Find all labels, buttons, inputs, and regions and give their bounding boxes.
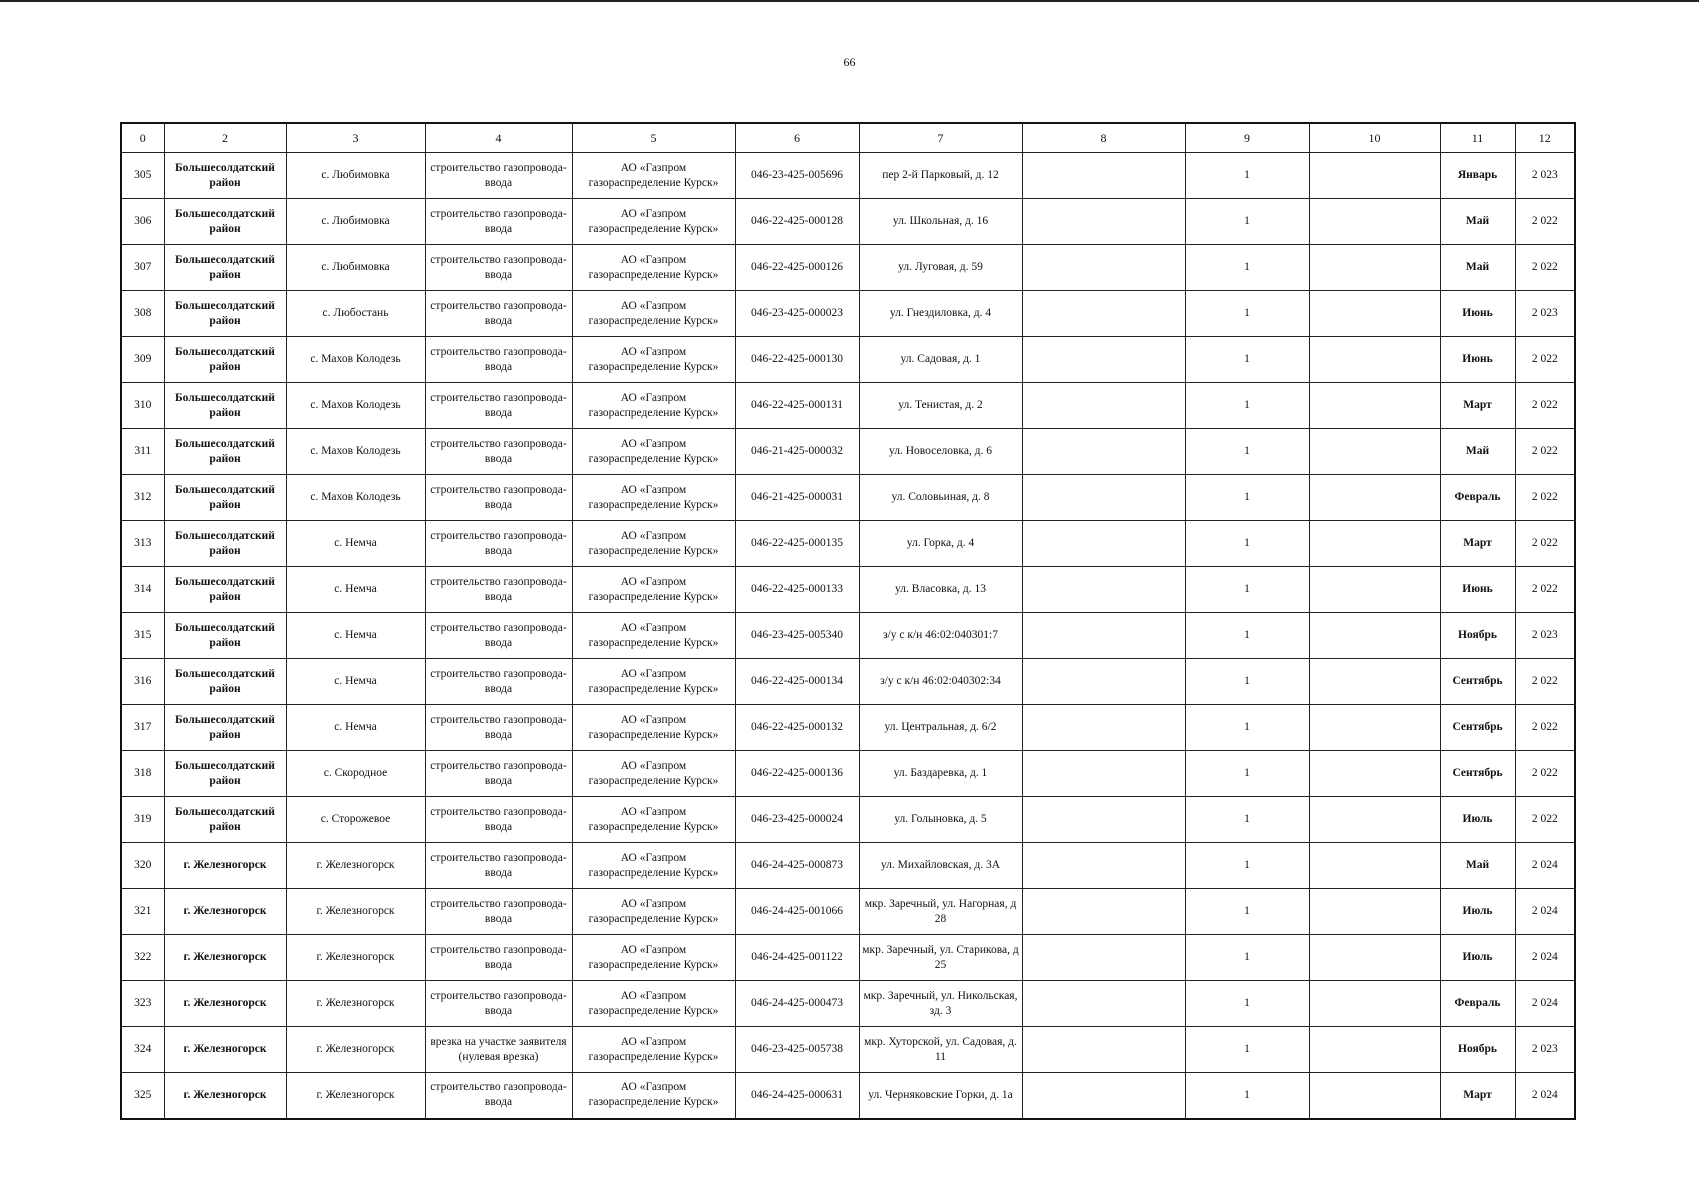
page-top-rule [0, 0, 1699, 2]
locality-cell: г. Железногорск [286, 843, 425, 889]
application-code-cell: 046-23-425-000023 [735, 291, 859, 337]
district-cell: Большесолдатский район [164, 613, 286, 659]
column-10-cell [1309, 337, 1440, 383]
month-cell: Март [1440, 521, 1515, 567]
column-header: 5 [572, 123, 735, 153]
year-cell: 2 022 [1515, 429, 1575, 475]
year-cell: 2 022 [1515, 383, 1575, 429]
organization-cell: АО «Газпром газораспределение Курск» [572, 613, 735, 659]
column-header: 10 [1309, 123, 1440, 153]
count-cell: 1 [1185, 337, 1309, 383]
column-8-cell [1022, 245, 1185, 291]
year-cell: 2 022 [1515, 475, 1575, 521]
locality-cell: с. Махов Колодезь [286, 475, 425, 521]
application-code-cell: 046-24-425-000631 [735, 1073, 859, 1119]
column-10-cell [1309, 475, 1440, 521]
row-number-cell: 312 [121, 475, 164, 521]
locality-cell: г. Железногорск [286, 1073, 425, 1119]
row-number-cell: 310 [121, 383, 164, 429]
locality-cell: г. Железногорск [286, 981, 425, 1027]
count-cell: 1 [1185, 383, 1309, 429]
column-header: 7 [859, 123, 1022, 153]
count-cell: 1 [1185, 751, 1309, 797]
work-type-cell: строительство газопровода-ввода [425, 613, 572, 659]
count-cell: 1 [1185, 567, 1309, 613]
row-number-cell: 321 [121, 889, 164, 935]
address-cell: з/у с к/н 46:02:040301:7 [859, 613, 1022, 659]
year-cell: 2 022 [1515, 199, 1575, 245]
column-8-cell [1022, 751, 1185, 797]
locality-cell: г. Железногорск [286, 1027, 425, 1073]
count-cell: 1 [1185, 981, 1309, 1027]
column-header: 9 [1185, 123, 1309, 153]
column-10-cell [1309, 245, 1440, 291]
table-row [121, 751, 1575, 797]
column-10-cell [1309, 751, 1440, 797]
district-cell: Большесолдатский район [164, 153, 286, 199]
column-10-cell [1309, 291, 1440, 337]
column-8-cell [1022, 797, 1185, 843]
address-cell: ул. Гнездиловка, д. 4 [859, 291, 1022, 337]
table-body [121, 153, 1575, 1119]
column-10-cell [1309, 153, 1440, 199]
organization-cell: АО «Газпром газораспределение Курск» [572, 935, 735, 981]
row-number-cell: 311 [121, 429, 164, 475]
row-number-cell: 305 [121, 153, 164, 199]
column-10-cell [1309, 981, 1440, 1027]
organization-cell: АО «Газпром газораспределение Курск» [572, 429, 735, 475]
locality-cell: с. Немча [286, 613, 425, 659]
address-cell: ул. Луговая, д. 59 [859, 245, 1022, 291]
column-8-cell [1022, 521, 1185, 567]
row-number-cell: 316 [121, 659, 164, 705]
row-number-cell: 317 [121, 705, 164, 751]
address-cell: ул. Школьная, д. 16 [859, 199, 1022, 245]
work-type-cell: строительство газопровода-ввода [425, 291, 572, 337]
year-cell: 2 022 [1515, 567, 1575, 613]
count-cell: 1 [1185, 475, 1309, 521]
column-8-cell [1022, 291, 1185, 337]
organization-cell: АО «Газпром газораспределение Курск» [572, 981, 735, 1027]
application-code-cell: 046-22-425-000135 [735, 521, 859, 567]
organization-cell: АО «Газпром газораспределение Курск» [572, 383, 735, 429]
address-cell: пер 2-й Парковый, д. 12 [859, 153, 1022, 199]
table-row [121, 981, 1575, 1027]
month-cell: Июнь [1440, 291, 1515, 337]
application-code-cell: 046-23-425-000024 [735, 797, 859, 843]
column-10-cell [1309, 935, 1440, 981]
work-type-cell: строительство газопровода-ввода [425, 797, 572, 843]
application-code-cell: 046-22-425-000130 [735, 337, 859, 383]
count-cell: 1 [1185, 935, 1309, 981]
month-cell: Июль [1440, 889, 1515, 935]
application-code-cell: 046-23-425-005738 [735, 1027, 859, 1073]
application-code-cell: 046-22-425-000133 [735, 567, 859, 613]
count-cell: 1 [1185, 429, 1309, 475]
address-cell: ул. Тенистая, д. 2 [859, 383, 1022, 429]
count-cell: 1 [1185, 291, 1309, 337]
locality-cell: с. Махов Колодезь [286, 429, 425, 475]
table-row [121, 383, 1575, 429]
table-row [121, 199, 1575, 245]
table-row [121, 613, 1575, 659]
row-number-cell: 315 [121, 613, 164, 659]
column-8-cell [1022, 705, 1185, 751]
column-10-cell [1309, 567, 1440, 613]
month-cell: Февраль [1440, 475, 1515, 521]
row-number-cell: 320 [121, 843, 164, 889]
application-code-cell: 046-22-425-000126 [735, 245, 859, 291]
column-10-cell [1309, 199, 1440, 245]
column-10-cell [1309, 1073, 1440, 1119]
column-header: 0 [121, 123, 164, 153]
column-header: 3 [286, 123, 425, 153]
row-number-cell: 308 [121, 291, 164, 337]
month-cell: Ноябрь [1440, 613, 1515, 659]
month-cell: Март [1440, 1073, 1515, 1119]
work-type-cell: строительство газопровода-ввода [425, 935, 572, 981]
count-cell: 1 [1185, 1027, 1309, 1073]
column-10-cell [1309, 383, 1440, 429]
work-type-cell: строительство газопровода-ввода [425, 475, 572, 521]
address-cell: мкр. Заречный, ул. Старикова, д 25 [859, 935, 1022, 981]
year-cell: 2 022 [1515, 705, 1575, 751]
table-row [121, 245, 1575, 291]
count-cell: 1 [1185, 521, 1309, 567]
address-cell: ул. Баздаревка, д. 1 [859, 751, 1022, 797]
address-cell: ул. Голыновка, д. 5 [859, 797, 1022, 843]
column-8-cell [1022, 475, 1185, 521]
column-10-cell [1309, 429, 1440, 475]
organization-cell: АО «Газпром газораспределение Курск» [572, 245, 735, 291]
locality-cell: с. Немча [286, 567, 425, 613]
address-cell: мкр. Заречный, ул. Никольская, зд. 3 [859, 981, 1022, 1027]
month-cell: Июнь [1440, 567, 1515, 613]
table-row [121, 475, 1575, 521]
table-row [121, 889, 1575, 935]
month-cell: Ноябрь [1440, 1027, 1515, 1073]
row-number-cell: 313 [121, 521, 164, 567]
column-8-cell [1022, 567, 1185, 613]
column-8-cell [1022, 1073, 1185, 1119]
table-row [121, 521, 1575, 567]
locality-cell: с. Сторожевое [286, 797, 425, 843]
month-cell: Май [1440, 429, 1515, 475]
column-8-cell [1022, 935, 1185, 981]
month-cell: Июль [1440, 935, 1515, 981]
column-10-cell [1309, 889, 1440, 935]
district-cell: Большесолдатский район [164, 659, 286, 705]
column-10-cell [1309, 843, 1440, 889]
work-type-cell: строительство газопровода-ввода [425, 337, 572, 383]
locality-cell: с. Немча [286, 659, 425, 705]
work-type-cell: строительство газопровода-ввода [425, 383, 572, 429]
application-code-cell: 046-24-425-000873 [735, 843, 859, 889]
work-type-cell: строительство газопровода-ввода [425, 751, 572, 797]
district-cell: Большесолдатский район [164, 567, 286, 613]
table-row [121, 935, 1575, 981]
work-type-cell: строительство газопровода-ввода [425, 521, 572, 567]
application-code-cell: 046-22-425-000136 [735, 751, 859, 797]
year-cell: 2 022 [1515, 521, 1575, 567]
year-cell: 2 023 [1515, 613, 1575, 659]
work-type-cell: строительство газопровода-ввода [425, 1073, 572, 1119]
year-cell: 2 024 [1515, 843, 1575, 889]
work-type-cell: строительство газопровода-ввода [425, 843, 572, 889]
organization-cell: АО «Газпром газораспределение Курск» [572, 337, 735, 383]
column-8-cell [1022, 659, 1185, 705]
month-cell: Май [1440, 199, 1515, 245]
work-type-cell: строительство газопровода-ввода [425, 245, 572, 291]
district-cell: г. Железногорск [164, 1073, 286, 1119]
district-cell: г. Железногорск [164, 981, 286, 1027]
column-header: 11 [1440, 123, 1515, 153]
table-row [121, 291, 1575, 337]
district-cell: Большесолдатский район [164, 199, 286, 245]
row-number-cell: 324 [121, 1027, 164, 1073]
row-number-cell: 323 [121, 981, 164, 1027]
work-type-cell: строительство газопровода-ввода [425, 889, 572, 935]
organization-cell: АО «Газпром газораспределение Курск» [572, 475, 735, 521]
month-cell: Сентябрь [1440, 751, 1515, 797]
column-8-cell [1022, 613, 1185, 659]
count-cell: 1 [1185, 843, 1309, 889]
organization-cell: АО «Газпром газораспределение Курск» [572, 797, 735, 843]
locality-cell: с. Махов Колодезь [286, 337, 425, 383]
organization-cell: АО «Газпром газораспределение Курск» [572, 1027, 735, 1073]
district-cell: Большесолдатский район [164, 245, 286, 291]
count-cell: 1 [1185, 797, 1309, 843]
month-cell: Январь [1440, 153, 1515, 199]
count-cell: 1 [1185, 153, 1309, 199]
row-number-cell: 319 [121, 797, 164, 843]
district-cell: Большесолдатский район [164, 705, 286, 751]
month-cell: Март [1440, 383, 1515, 429]
year-cell: 2 024 [1515, 935, 1575, 981]
address-cell: ул. Соловьиная, д. 8 [859, 475, 1022, 521]
application-code-cell: 046-24-425-001122 [735, 935, 859, 981]
locality-cell: с. Любимовка [286, 153, 425, 199]
organization-cell: АО «Газпром газораспределение Курск» [572, 751, 735, 797]
work-type-cell: строительство газопровода-ввода [425, 153, 572, 199]
column-header: 4 [425, 123, 572, 153]
row-number-cell: 306 [121, 199, 164, 245]
district-cell: г. Железногорск [164, 935, 286, 981]
column-8-cell [1022, 1027, 1185, 1073]
table-row [121, 797, 1575, 843]
gas-connection-table [120, 122, 1576, 1120]
column-8-cell [1022, 843, 1185, 889]
column-10-cell [1309, 705, 1440, 751]
year-cell: 2 023 [1515, 1027, 1575, 1073]
row-number-cell: 322 [121, 935, 164, 981]
count-cell: 1 [1185, 199, 1309, 245]
district-cell: Большесолдатский район [164, 383, 286, 429]
column-10-cell [1309, 521, 1440, 567]
district-cell: Большесолдатский район [164, 797, 286, 843]
count-cell: 1 [1185, 659, 1309, 705]
address-cell: ул. Черняковские Горки, д. 1а [859, 1073, 1022, 1119]
column-8-cell [1022, 429, 1185, 475]
table-row [121, 1027, 1575, 1073]
application-code-cell: 046-21-425-000031 [735, 475, 859, 521]
organization-cell: АО «Газпром газораспределение Курск» [572, 1073, 735, 1119]
application-code-cell: 046-22-425-000128 [735, 199, 859, 245]
column-8-cell [1022, 153, 1185, 199]
table-row [121, 659, 1575, 705]
organization-cell: АО «Газпром газораспределение Курск» [572, 889, 735, 935]
count-cell: 1 [1185, 889, 1309, 935]
work-type-cell: строительство газопровода-ввода [425, 199, 572, 245]
address-cell: ул. Михайловская, д. 3А [859, 843, 1022, 889]
year-cell: 2 024 [1515, 981, 1575, 1027]
address-cell: ул. Новоселовка, д. 6 [859, 429, 1022, 475]
organization-cell: АО «Газпром газораспределение Курск» [572, 521, 735, 567]
district-cell: г. Железногорск [164, 843, 286, 889]
district-cell: Большесолдатский район [164, 751, 286, 797]
locality-cell: с. Немча [286, 521, 425, 567]
month-cell: Июнь [1440, 337, 1515, 383]
table-row [121, 429, 1575, 475]
year-cell: 2 022 [1515, 751, 1575, 797]
count-cell: 1 [1185, 1073, 1309, 1119]
district-cell: Большесолдатский район [164, 291, 286, 337]
application-code-cell: 046-23-425-005696 [735, 153, 859, 199]
work-type-cell: строительство газопровода-ввода [425, 659, 572, 705]
month-cell: Май [1440, 843, 1515, 889]
row-number-cell: 309 [121, 337, 164, 383]
application-code-cell: 046-24-425-000473 [735, 981, 859, 1027]
row-number-cell: 318 [121, 751, 164, 797]
year-cell: 2 023 [1515, 153, 1575, 199]
locality-cell: с. Любимовка [286, 199, 425, 245]
column-header: 8 [1022, 123, 1185, 153]
count-cell: 1 [1185, 613, 1309, 659]
month-cell: Май [1440, 245, 1515, 291]
organization-cell: АО «Газпром газораспределение Курск» [572, 843, 735, 889]
column-header: 6 [735, 123, 859, 153]
year-cell: 2 022 [1515, 797, 1575, 843]
column-8-cell [1022, 199, 1185, 245]
district-cell: Большесолдатский район [164, 475, 286, 521]
application-code-cell: 046-22-425-000132 [735, 705, 859, 751]
column-8-cell [1022, 337, 1185, 383]
organization-cell: АО «Газпром газораспределение Курск» [572, 153, 735, 199]
column-10-cell [1309, 1027, 1440, 1073]
row-number-cell: 325 [121, 1073, 164, 1119]
table-row [121, 337, 1575, 383]
year-cell: 2 024 [1515, 1073, 1575, 1119]
column-10-cell [1309, 797, 1440, 843]
year-cell: 2 022 [1515, 245, 1575, 291]
year-cell: 2 024 [1515, 889, 1575, 935]
address-cell: ул. Горка, д. 4 [859, 521, 1022, 567]
locality-cell: с. Немча [286, 705, 425, 751]
organization-cell: АО «Газпром газораспределение Курск» [572, 199, 735, 245]
address-cell: з/у с к/н 46:02:040302:34 [859, 659, 1022, 705]
organization-cell: АО «Газпром газораспределение Курск» [572, 705, 735, 751]
count-cell: 1 [1185, 705, 1309, 751]
row-number-cell: 307 [121, 245, 164, 291]
address-cell: ул. Садовая, д. 1 [859, 337, 1022, 383]
district-cell: г. Железногорск [164, 1027, 286, 1073]
table-row [121, 567, 1575, 613]
locality-cell: с. Любимовка [286, 245, 425, 291]
district-cell: Большесолдатский район [164, 521, 286, 567]
organization-cell: АО «Газпром газораспределение Курск» [572, 659, 735, 705]
month-cell: Сентябрь [1440, 705, 1515, 751]
column-10-cell [1309, 613, 1440, 659]
count-cell: 1 [1185, 245, 1309, 291]
organization-cell: АО «Газпром газораспределение Курск» [572, 291, 735, 337]
year-cell: 2 022 [1515, 659, 1575, 705]
locality-cell: с. Махов Колодезь [286, 383, 425, 429]
application-code-cell: 046-24-425-001066 [735, 889, 859, 935]
column-8-cell [1022, 383, 1185, 429]
month-cell: Февраль [1440, 981, 1515, 1027]
application-code-cell: 046-21-425-000032 [735, 429, 859, 475]
district-cell: Большесолдатский район [164, 429, 286, 475]
year-cell: 2 023 [1515, 291, 1575, 337]
application-code-cell: 046-22-425-000134 [735, 659, 859, 705]
column-8-cell [1022, 981, 1185, 1027]
address-cell: мкр. Заречный, ул. Нагорная, д 28 [859, 889, 1022, 935]
district-cell: Большесолдатский район [164, 337, 286, 383]
column-10-cell [1309, 659, 1440, 705]
month-cell: Сентябрь [1440, 659, 1515, 705]
address-cell: ул. Центральная, д. 6/2 [859, 705, 1022, 751]
address-cell: ул. Власовка, д. 13 [859, 567, 1022, 613]
locality-cell: г. Железногорск [286, 935, 425, 981]
address-cell: мкр. Хуторской, ул. Садовая, д. 11 [859, 1027, 1022, 1073]
table-header-row [121, 123, 1575, 153]
work-type-cell: врезка на участке заявителя (нулевая врезка) [425, 1027, 572, 1073]
application-code-cell: 046-23-425-005340 [735, 613, 859, 659]
month-cell: Июль [1440, 797, 1515, 843]
column-header: 12 [1515, 123, 1575, 153]
table-row [121, 1073, 1575, 1119]
organization-cell: АО «Газпром газораспределение Курск» [572, 567, 735, 613]
work-type-cell: строительство газопровода-ввода [425, 429, 572, 475]
locality-cell: г. Железногорск [286, 889, 425, 935]
column-header: 2 [164, 123, 286, 153]
work-type-cell: строительство газопровода-ввода [425, 981, 572, 1027]
year-cell: 2 022 [1515, 337, 1575, 383]
table-row [121, 843, 1575, 889]
row-number-cell: 314 [121, 567, 164, 613]
district-cell: г. Железногорск [164, 889, 286, 935]
work-type-cell: строительство газопровода-ввода [425, 567, 572, 613]
column-8-cell [1022, 889, 1185, 935]
table-row [121, 153, 1575, 199]
work-type-cell: строительство газопровода-ввода [425, 705, 572, 751]
locality-cell: с. Любостань [286, 291, 425, 337]
table-row [121, 705, 1575, 751]
locality-cell: с. Скородное [286, 751, 425, 797]
page-number: 66 [843, 55, 856, 69]
application-code-cell: 046-22-425-000131 [735, 383, 859, 429]
